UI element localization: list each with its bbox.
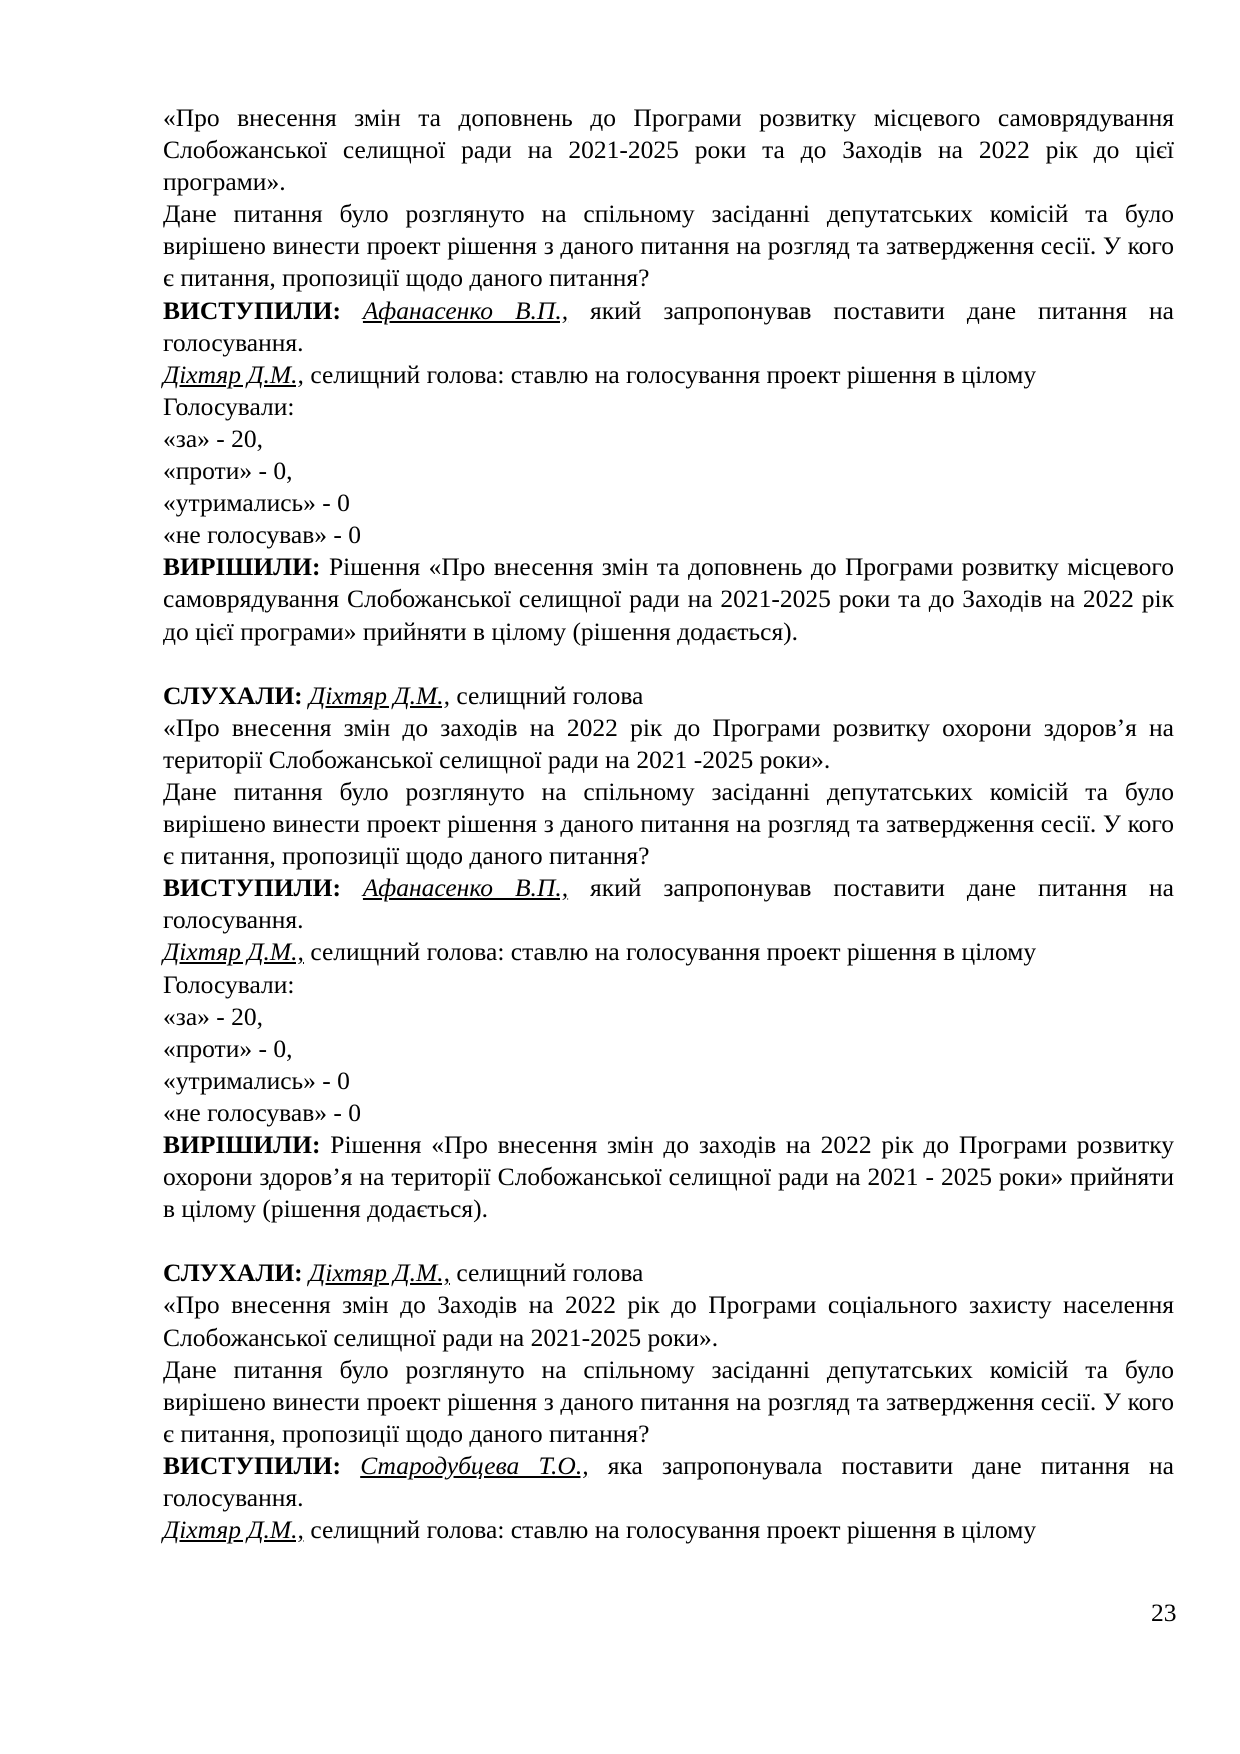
heard-name: Діхтяр Д.М., — [309, 1258, 450, 1288]
heard-label: СЛУХАЛИ: — [163, 680, 303, 710]
speaker-name: Афанасенко В.П., — [362, 873, 569, 903]
spoke-text: який запропонував поставити дане питання на голосування. — [163, 873, 1174, 935]
spoke-paragraph — [163, 872, 1174, 936]
agenda-item-title: «Про внесення змін та доповнень до Програми розвитку місцевого самоврядування Слобожанської селищної ради на 2021-2025 роки та до Заходів на 2022 рік до цієї програми». — [163, 103, 1174, 197]
section-gap — [163, 648, 1174, 680]
vote-for: «за» - 20, — [163, 1001, 264, 1031]
vote-not-voted: «не голосував» - 0 — [163, 520, 361, 550]
head-name: Діхтяр Д.М., — [163, 1515, 304, 1545]
heard-text: селищний голова — [449, 680, 644, 710]
vote-not-voted: «не голосував» - 0 — [163, 1097, 361, 1127]
voted-label: Голосували: — [163, 391, 295, 421]
head-paragraph — [163, 359, 1174, 391]
head-name: Діхтяр Д.М., — [163, 937, 304, 967]
head-text: селищний голова: ставлю на голосування проект рішення в цілому — [303, 1515, 1037, 1545]
decided-text: Рішення «Про внесення змін та доповнень до Програми розвитку місцевого самоврядування Слобожанської селищної ради на 2021-2025 роки та до Заходів на 2022 рік до цієї програми» прийняти в цілому (рішення додається). — [163, 552, 1174, 646]
head-paragraph — [163, 936, 1174, 968]
vote-against: «проти» - 0, — [163, 456, 293, 486]
head-name: Діхтяр Д.М., — [163, 359, 304, 389]
vote-abstained: «утримались» - 0 — [163, 488, 350, 518]
section-gap — [163, 1225, 1174, 1257]
vote-abstained: «утримались» - 0 — [163, 1065, 350, 1095]
vote-against: «проти» - 0, — [163, 1033, 293, 1063]
heard-label: СЛУХАЛИ: — [163, 1258, 303, 1288]
head-text: селищний голова: ставлю на голосування проект рішення в цілому — [303, 937, 1037, 967]
spoke-paragraph — [163, 295, 1174, 359]
spoke-label: ВИСТУПИЛИ: — [163, 295, 341, 325]
document-page — [163, 102, 1174, 1546]
considered-paragraph: Дане питання було розглянуто на спільному засіданні депутатських комісій та було вирішено винести проект рішення з даного питання на розгляд та затвердження сесії. У кого є питання, пропозиції щодо даного питання? — [163, 1354, 1174, 1448]
decided-label: ВИРІШИЛИ: — [163, 552, 321, 582]
heard-paragraph — [163, 680, 1174, 712]
head-paragraph — [163, 1514, 1174, 1546]
considered-paragraph: Дане питання було розглянуто на спільному засіданні депутатських комісій та було вирішено винести проект рішення з даного питання на розгляд та затвердження сесії. У кого є питання, пропозиції щодо даного питання? — [163, 199, 1174, 293]
heard-text: селищний голова — [449, 1258, 644, 1288]
head-text: селищний голова: ставлю на голосування проект рішення в цілому — [303, 359, 1037, 389]
heard-paragraph — [163, 1257, 1174, 1289]
agenda-item-title: «Про внесення змін до Заходів на 2022 рік до Програми соціального захисту населення Слобожанської селищної ради на 2021-2025 роки». — [163, 1290, 1174, 1352]
spoke-label: ВИСТУПИЛИ: — [163, 1450, 341, 1480]
decided-label: ВИРІШИЛИ: — [163, 1130, 321, 1159]
decided-text: Рішення «Про внесення змін до заходів на 2022 рік до Програми розвитку охорони здоров’я на території Слобожанської селищної ради на 2021 - 2025 роки» прийняти в цілому (рішення додається). — [163, 1130, 1174, 1224]
voted-label: Голосували: — [163, 969, 295, 999]
speaker-name: Стародубцева Т.О., — [360, 1450, 589, 1480]
spoke-text: який запропонував поставити дане питання на голосування. — [163, 295, 1174, 357]
vote-for: «за» - 20, — [163, 423, 264, 453]
page-number: 23 — [1151, 1598, 1177, 1627]
spoke-paragraph — [163, 1450, 1174, 1514]
spoke-text: яка запропонувала поставити дане питання на голосування. — [163, 1450, 1175, 1513]
considered-paragraph: Дане питання було розглянуто на спільному засіданні депутатських комісій та було вирішено винести проект рішення з даного питання на розгляд та затвердження сесії. У кого є питання, пропозиції щодо даного питання? — [163, 776, 1174, 871]
decided-paragraph — [163, 1129, 1174, 1225]
agenda-item-title: «Про внесення змін до заходів на 2022 рік до Програми розвитку охорони здоров’я на території Слобожанської селищної ради на 2021 -2025 роки». — [163, 712, 1174, 774]
heard-name: Діхтяр Д.М., — [309, 680, 450, 710]
spoke-label: ВИСТУПИЛИ: — [163, 873, 341, 903]
speaker-name: Афанасенко В.П., — [362, 295, 569, 325]
decided-paragraph — [163, 551, 1174, 647]
